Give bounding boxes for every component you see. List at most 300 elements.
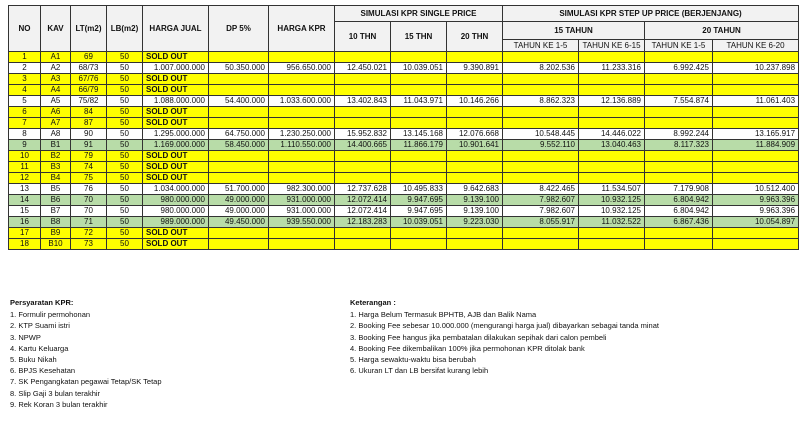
empty-cell	[579, 173, 645, 184]
sold-out-label: SOLD OUT	[143, 239, 209, 250]
cell-dp: 54.400.000	[209, 96, 269, 107]
cell-lt: 72	[71, 228, 107, 239]
cell-no: 4	[9, 85, 41, 96]
empty-cell	[269, 107, 335, 118]
empty-cell	[209, 107, 269, 118]
empty-cell	[503, 107, 579, 118]
cell-lb: 50	[107, 52, 143, 63]
list-item: 2. KTP Suami istri	[10, 321, 70, 331]
list-item: 1. Formulir permohonan	[10, 310, 91, 320]
price-list-document	[8, 5, 798, 250]
cell-15-tahun-6-15: 11.032.522	[579, 217, 645, 228]
cell-20thn: 9.642.683	[447, 184, 503, 195]
cell-lb: 50	[107, 107, 143, 118]
empty-cell	[269, 228, 335, 239]
cell-lt: 75	[71, 173, 107, 184]
table-row	[9, 129, 799, 140]
empty-cell	[579, 162, 645, 173]
cell-10thn: 12.450.021	[335, 63, 391, 74]
empty-cell	[447, 74, 503, 85]
group-15-tahun: 15 TAHUN	[503, 22, 645, 40]
empty-cell	[209, 52, 269, 63]
cell-15thn: 13.145.168	[391, 129, 447, 140]
col-15-tahun-1-5: TAHUN KE 1-5	[503, 40, 579, 52]
cell-harga-kpr: 956.650.000	[269, 63, 335, 74]
empty-cell	[645, 162, 713, 173]
empty-cell	[645, 74, 713, 85]
empty-cell	[335, 74, 391, 85]
col-lb: LB(m2)	[107, 6, 143, 52]
group-20-tahun: 20 TAHUN	[645, 22, 799, 40]
cell-15-tahun-1-5: 8.202.536	[503, 63, 579, 74]
empty-cell	[713, 85, 799, 96]
cell-20thn: 10.901.641	[447, 140, 503, 151]
cell-20-tahun-6-20: 11.884.909	[713, 140, 799, 151]
cell-kav: A8	[41, 129, 71, 140]
cell-kav: B4	[41, 173, 71, 184]
col-dp: DP 5%	[209, 6, 269, 52]
empty-cell	[209, 173, 269, 184]
cell-dp: 58.450.000	[209, 140, 269, 151]
cell-20-tahun-6-20: 10.237.898	[713, 63, 799, 74]
empty-cell	[503, 74, 579, 85]
list-item: 5. Buku Nikah	[10, 355, 57, 365]
cell-20thn: 9.390.891	[447, 63, 503, 74]
cell-15-tahun-1-5: 7.982.607	[503, 195, 579, 206]
sold-out-label: SOLD OUT	[143, 228, 209, 239]
cell-15thn: 11.866.179	[391, 140, 447, 151]
empty-cell	[447, 239, 503, 250]
cell-harga-jual: 980.000.000	[143, 195, 209, 206]
list-item: 8. Slip Gaji 3 bulan terakhir	[10, 388, 101, 398]
cell-lt: 67/76	[71, 74, 107, 85]
cell-15-tahun-1-5: 9.552.110	[503, 140, 579, 151]
cell-20thn: 12.076.668	[447, 129, 503, 140]
cell-kav: B7	[41, 206, 71, 217]
cell-20thn: 9.223.030	[447, 217, 503, 228]
cell-dp: 51.700.000	[209, 184, 269, 195]
cell-kav: A3	[41, 74, 71, 85]
cell-harga-jual: 1.169.000.000	[143, 140, 209, 151]
empty-cell	[645, 107, 713, 118]
cell-kav: A7	[41, 118, 71, 129]
empty-cell	[645, 151, 713, 162]
cell-lb: 50	[107, 239, 143, 250]
cell-no: 5	[9, 96, 41, 107]
stepup-price-group: SIMULASI KPR STEP UP PRICE (BERJENJANG)	[503, 6, 799, 22]
cell-15-tahun-6-15: 12.136.889	[579, 96, 645, 107]
cell-no: 1	[9, 52, 41, 63]
cell-kav: B3	[41, 162, 71, 173]
cell-20-tahun-1-5: 7.179.908	[645, 184, 713, 195]
kpr-requirements	[10, 297, 330, 410]
cell-20-tahun-1-5: 8.117.323	[645, 140, 713, 151]
cell-harga-jual: 1.295.000.000	[143, 129, 209, 140]
empty-cell	[269, 151, 335, 162]
empty-cell	[579, 74, 645, 85]
cell-no: 14	[9, 195, 41, 206]
col-20-tahun-1-5: TAHUN KE 1-5	[645, 40, 713, 52]
cell-10thn: 12.072.414	[335, 195, 391, 206]
cell-lt: 79	[71, 151, 107, 162]
cell-15thn: 11.043.971	[391, 96, 447, 107]
cell-no: 2	[9, 63, 41, 74]
col-no: NO	[9, 6, 41, 52]
empty-cell	[335, 239, 391, 250]
empty-cell	[335, 173, 391, 184]
empty-cell	[269, 74, 335, 85]
cell-20-tahun-6-20: 10.512.400	[713, 184, 799, 195]
col-lt: LT(m2)	[71, 6, 107, 52]
col-20thn: 20 THN	[447, 22, 503, 52]
cell-lt: 66/79	[71, 85, 107, 96]
cell-20thn: 10.146.266	[447, 96, 503, 107]
cell-20-tahun-6-20: 9.963.396	[713, 206, 799, 217]
empty-cell	[391, 239, 447, 250]
cell-15-tahun-6-15: 10.932.125	[579, 206, 645, 217]
cell-kav: B1	[41, 140, 71, 151]
empty-cell	[447, 85, 503, 96]
cell-harga-kpr: 931.000.000	[269, 206, 335, 217]
cell-kav: A2	[41, 63, 71, 74]
empty-cell	[447, 52, 503, 63]
table-row	[9, 173, 799, 184]
cell-harga-jual: 989.000.000	[143, 217, 209, 228]
empty-cell	[713, 107, 799, 118]
empty-cell	[391, 118, 447, 129]
cell-no: 10	[9, 151, 41, 162]
sold-out-label: SOLD OUT	[143, 162, 209, 173]
empty-cell	[391, 151, 447, 162]
empty-cell	[335, 107, 391, 118]
empty-cell	[269, 118, 335, 129]
cell-harga-kpr: 1.230.250.000	[269, 129, 335, 140]
empty-cell	[579, 239, 645, 250]
cell-20-tahun-6-20: 10.054.897	[713, 217, 799, 228]
cell-20-tahun-6-20: 11.061.403	[713, 96, 799, 107]
cell-20thn: 9.139.100	[447, 206, 503, 217]
cell-no: 6	[9, 107, 41, 118]
cell-no: 7	[9, 118, 41, 129]
cell-lb: 50	[107, 151, 143, 162]
empty-cell	[447, 107, 503, 118]
col-15-tahun-6-15: TAHUN KE 6-15	[579, 40, 645, 52]
cell-lt: 70	[71, 206, 107, 217]
cell-15-tahun-1-5: 8.422.465	[503, 184, 579, 195]
empty-cell	[579, 52, 645, 63]
cell-lt: 68/73	[71, 63, 107, 74]
empty-cell	[447, 162, 503, 173]
table-row	[9, 217, 799, 228]
cell-15thn: 10.039.051	[391, 63, 447, 74]
empty-cell	[335, 52, 391, 63]
cell-lt: 69	[71, 52, 107, 63]
cell-lb: 50	[107, 63, 143, 74]
cell-harga-kpr: 982.300.000	[269, 184, 335, 195]
cell-lt: 73	[71, 239, 107, 250]
empty-cell	[579, 107, 645, 118]
cell-no: 13	[9, 184, 41, 195]
list-item: 3. NPWP	[10, 332, 41, 342]
cell-dp: 50.350.000	[209, 63, 269, 74]
empty-cell	[503, 85, 579, 96]
col-20-tahun-6-20: TAHUN KE 6-20	[713, 40, 799, 52]
cell-lt: 75/82	[71, 96, 107, 107]
requirements-list	[10, 309, 330, 410]
table-header	[9, 6, 799, 52]
empty-cell	[335, 151, 391, 162]
col-15thn: 15 THN	[391, 22, 447, 52]
cell-lb: 50	[107, 173, 143, 184]
cell-lb: 50	[107, 184, 143, 195]
empty-cell	[713, 52, 799, 63]
cell-lb: 50	[107, 228, 143, 239]
empty-cell	[713, 151, 799, 162]
table-row	[9, 162, 799, 173]
empty-cell	[391, 162, 447, 173]
empty-cell	[209, 239, 269, 250]
cell-kav: B8	[41, 217, 71, 228]
cell-kav: B2	[41, 151, 71, 162]
cell-lt: 91	[71, 140, 107, 151]
cell-10thn: 12.737.628	[335, 184, 391, 195]
empty-cell	[209, 85, 269, 96]
cell-lb: 50	[107, 129, 143, 140]
empty-cell	[447, 228, 503, 239]
empty-cell	[713, 162, 799, 173]
cell-lb: 50	[107, 162, 143, 173]
price-table	[8, 5, 799, 250]
cell-15-tahun-1-5: 7.982.607	[503, 206, 579, 217]
table-row	[9, 184, 799, 195]
cell-15-tahun-6-15: 10.932.125	[579, 195, 645, 206]
empty-cell	[503, 162, 579, 173]
cell-20-tahun-1-5: 6.804.942	[645, 206, 713, 217]
cell-20-tahun-6-20: 9.963.396	[713, 195, 799, 206]
cell-20-tahun-1-5: 8.992.244	[645, 129, 713, 140]
empty-cell	[713, 239, 799, 250]
cell-20-tahun-1-5: 6.867.436	[645, 217, 713, 228]
cell-15-tahun-1-5: 8.862.323	[503, 96, 579, 107]
cell-20-tahun-1-5: 6.992.425	[645, 63, 713, 74]
empty-cell	[269, 85, 335, 96]
cell-10thn: 12.183.283	[335, 217, 391, 228]
table-row	[9, 206, 799, 217]
empty-cell	[391, 228, 447, 239]
cell-harga-jual: 1.034.000.000	[143, 184, 209, 195]
empty-cell	[579, 228, 645, 239]
table-row	[9, 74, 799, 85]
empty-cell	[447, 173, 503, 184]
empty-cell	[713, 74, 799, 85]
empty-cell	[447, 118, 503, 129]
cell-15-tahun-6-15: 14.446.022	[579, 129, 645, 140]
cell-lt: 76	[71, 184, 107, 195]
cell-20thn: 9.139.100	[447, 195, 503, 206]
table-row	[9, 118, 799, 129]
cell-15-tahun-6-15: 11.534.507	[579, 184, 645, 195]
sold-out-label: SOLD OUT	[143, 173, 209, 184]
cell-kav: A4	[41, 85, 71, 96]
cell-no: 9	[9, 140, 41, 151]
empty-cell	[209, 151, 269, 162]
cell-15thn: 9.947.695	[391, 206, 447, 217]
table-row	[9, 96, 799, 107]
col-kav: KAV	[41, 6, 71, 52]
cell-kav: B10	[41, 239, 71, 250]
empty-cell	[209, 228, 269, 239]
table-row	[9, 107, 799, 118]
list-item: 9. Rek Koran 3 bulan terakhir	[10, 399, 108, 409]
cell-no: 3	[9, 74, 41, 85]
cell-10thn: 13.402.843	[335, 96, 391, 107]
cell-harga-jual: 1.007.000.000	[143, 63, 209, 74]
cell-kav: B6	[41, 195, 71, 206]
cell-dp: 49.000.000	[209, 195, 269, 206]
empty-cell	[645, 85, 713, 96]
sold-out-label: SOLD OUT	[143, 85, 209, 96]
empty-cell	[579, 118, 645, 129]
table-row	[9, 85, 799, 96]
cell-harga-kpr: 931.000.000	[269, 195, 335, 206]
cell-kav: A1	[41, 52, 71, 63]
cell-15-tahun-6-15: 13.040.463	[579, 140, 645, 151]
list-item: 7. SK Pengangkatan pegawai Tetap/SK Tetap	[10, 377, 162, 387]
cell-lt: 70	[71, 195, 107, 206]
cell-no: 18	[9, 239, 41, 250]
empty-cell	[713, 228, 799, 239]
cell-kav: A6	[41, 107, 71, 118]
empty-cell	[335, 118, 391, 129]
cell-15-tahun-1-5: 10.548.445	[503, 129, 579, 140]
cell-lb: 50	[107, 206, 143, 217]
empty-cell	[645, 239, 713, 250]
cell-lt: 71	[71, 217, 107, 228]
cell-dp: 49.450.000	[209, 217, 269, 228]
table-row	[9, 140, 799, 151]
empty-cell	[579, 151, 645, 162]
table-row	[9, 52, 799, 63]
single-price-group: SIMULASI KPR SINGLE PRICE	[335, 6, 503, 22]
notes-list	[350, 309, 790, 376]
list-item: 5. Harga sewaktu-waktu bisa berubah	[350, 355, 476, 365]
empty-cell	[713, 118, 799, 129]
cell-harga-kpr: 939.550.000	[269, 217, 335, 228]
cell-lb: 50	[107, 85, 143, 96]
cell-20-tahun-1-5: 7.554.874	[645, 96, 713, 107]
list-item: 3. Booking Fee hangus jika pembatalan dilakukan sepihak dari calon pembeli	[350, 332, 607, 342]
empty-cell	[391, 74, 447, 85]
empty-cell	[335, 85, 391, 96]
empty-cell	[503, 118, 579, 129]
sold-out-label: SOLD OUT	[143, 107, 209, 118]
list-item: 1. Harga Belum Termasuk BPHTB, AJB dan Balik Nama	[350, 310, 537, 320]
empty-cell	[269, 52, 335, 63]
cell-lb: 50	[107, 74, 143, 85]
empty-cell	[579, 85, 645, 96]
cell-harga-kpr: 1.110.550.000	[269, 140, 335, 151]
empty-cell	[645, 52, 713, 63]
empty-cell	[391, 52, 447, 63]
col-harga-kpr: HARGA KPR	[269, 6, 335, 52]
cell-lt: 74	[71, 162, 107, 173]
cell-lb: 50	[107, 140, 143, 151]
cell-20-tahun-1-5: 6.804.942	[645, 195, 713, 206]
requirements-title: Persyaratan KPR:	[10, 298, 74, 307]
cell-15-tahun-6-15: 11.233.316	[579, 63, 645, 74]
empty-cell	[645, 118, 713, 129]
notes-title: Keterangan :	[350, 298, 396, 307]
cell-dp: 64.750.000	[209, 129, 269, 140]
table-row	[9, 195, 799, 206]
list-item: 6. BPJS Kesehatan	[10, 366, 76, 376]
empty-cell	[209, 74, 269, 85]
empty-cell	[503, 151, 579, 162]
table-row	[9, 228, 799, 239]
empty-cell	[269, 173, 335, 184]
cell-10thn: 14.400.665	[335, 140, 391, 151]
table-row	[9, 151, 799, 162]
sold-out-label: SOLD OUT	[143, 74, 209, 85]
empty-cell	[391, 173, 447, 184]
sold-out-label: SOLD OUT	[143, 52, 209, 63]
empty-cell	[209, 118, 269, 129]
cell-15thn: 10.039.051	[391, 217, 447, 228]
empty-cell	[391, 107, 447, 118]
list-item: 4. Booking Fee dikembalikan 100% jika permohonan KPR ditolak bank	[350, 343, 585, 353]
cell-lb: 50	[107, 118, 143, 129]
table-row	[9, 63, 799, 74]
empty-cell	[713, 173, 799, 184]
cell-no: 16	[9, 217, 41, 228]
cell-kav: B5	[41, 184, 71, 195]
list-item: 6. Ukuran LT dan LB bersifat kurang lebih	[350, 366, 489, 376]
empty-cell	[503, 173, 579, 184]
empty-cell	[503, 228, 579, 239]
cell-20-tahun-6-20: 13.165.917	[713, 129, 799, 140]
col-harga-jual: HARGA JUAL	[143, 6, 209, 52]
cell-kav: A5	[41, 96, 71, 107]
cell-dp: 49.000.000	[209, 206, 269, 217]
empty-cell	[503, 52, 579, 63]
cell-lt: 87	[71, 118, 107, 129]
empty-cell	[447, 151, 503, 162]
cell-harga-kpr: 1.033.600.000	[269, 96, 335, 107]
sold-out-label: SOLD OUT	[143, 118, 209, 129]
empty-cell	[269, 162, 335, 173]
cell-15thn: 10.495.833	[391, 184, 447, 195]
sold-out-label: SOLD OUT	[143, 151, 209, 162]
cell-harga-jual: 1.088.000.000	[143, 96, 209, 107]
notes-section	[350, 297, 790, 376]
empty-cell	[391, 85, 447, 96]
cell-lt: 84	[71, 107, 107, 118]
cell-lb: 50	[107, 195, 143, 206]
cell-15-tahun-1-5: 8.055.917	[503, 217, 579, 228]
cell-15thn: 9.947.695	[391, 195, 447, 206]
cell-no: 17	[9, 228, 41, 239]
cell-kav: B9	[41, 228, 71, 239]
col-10thn: 10 THN	[335, 22, 391, 52]
cell-no: 11	[9, 162, 41, 173]
list-item: 2. Booking Fee sebesar 10.000.000 (mengurangi harga jual) dibayarkan sebagai tanda minat	[350, 321, 659, 331]
cell-no: 15	[9, 206, 41, 217]
cell-no: 8	[9, 129, 41, 140]
cell-10thn: 12.072.414	[335, 206, 391, 217]
empty-cell	[335, 162, 391, 173]
cell-lb: 50	[107, 96, 143, 107]
cell-no: 12	[9, 173, 41, 184]
